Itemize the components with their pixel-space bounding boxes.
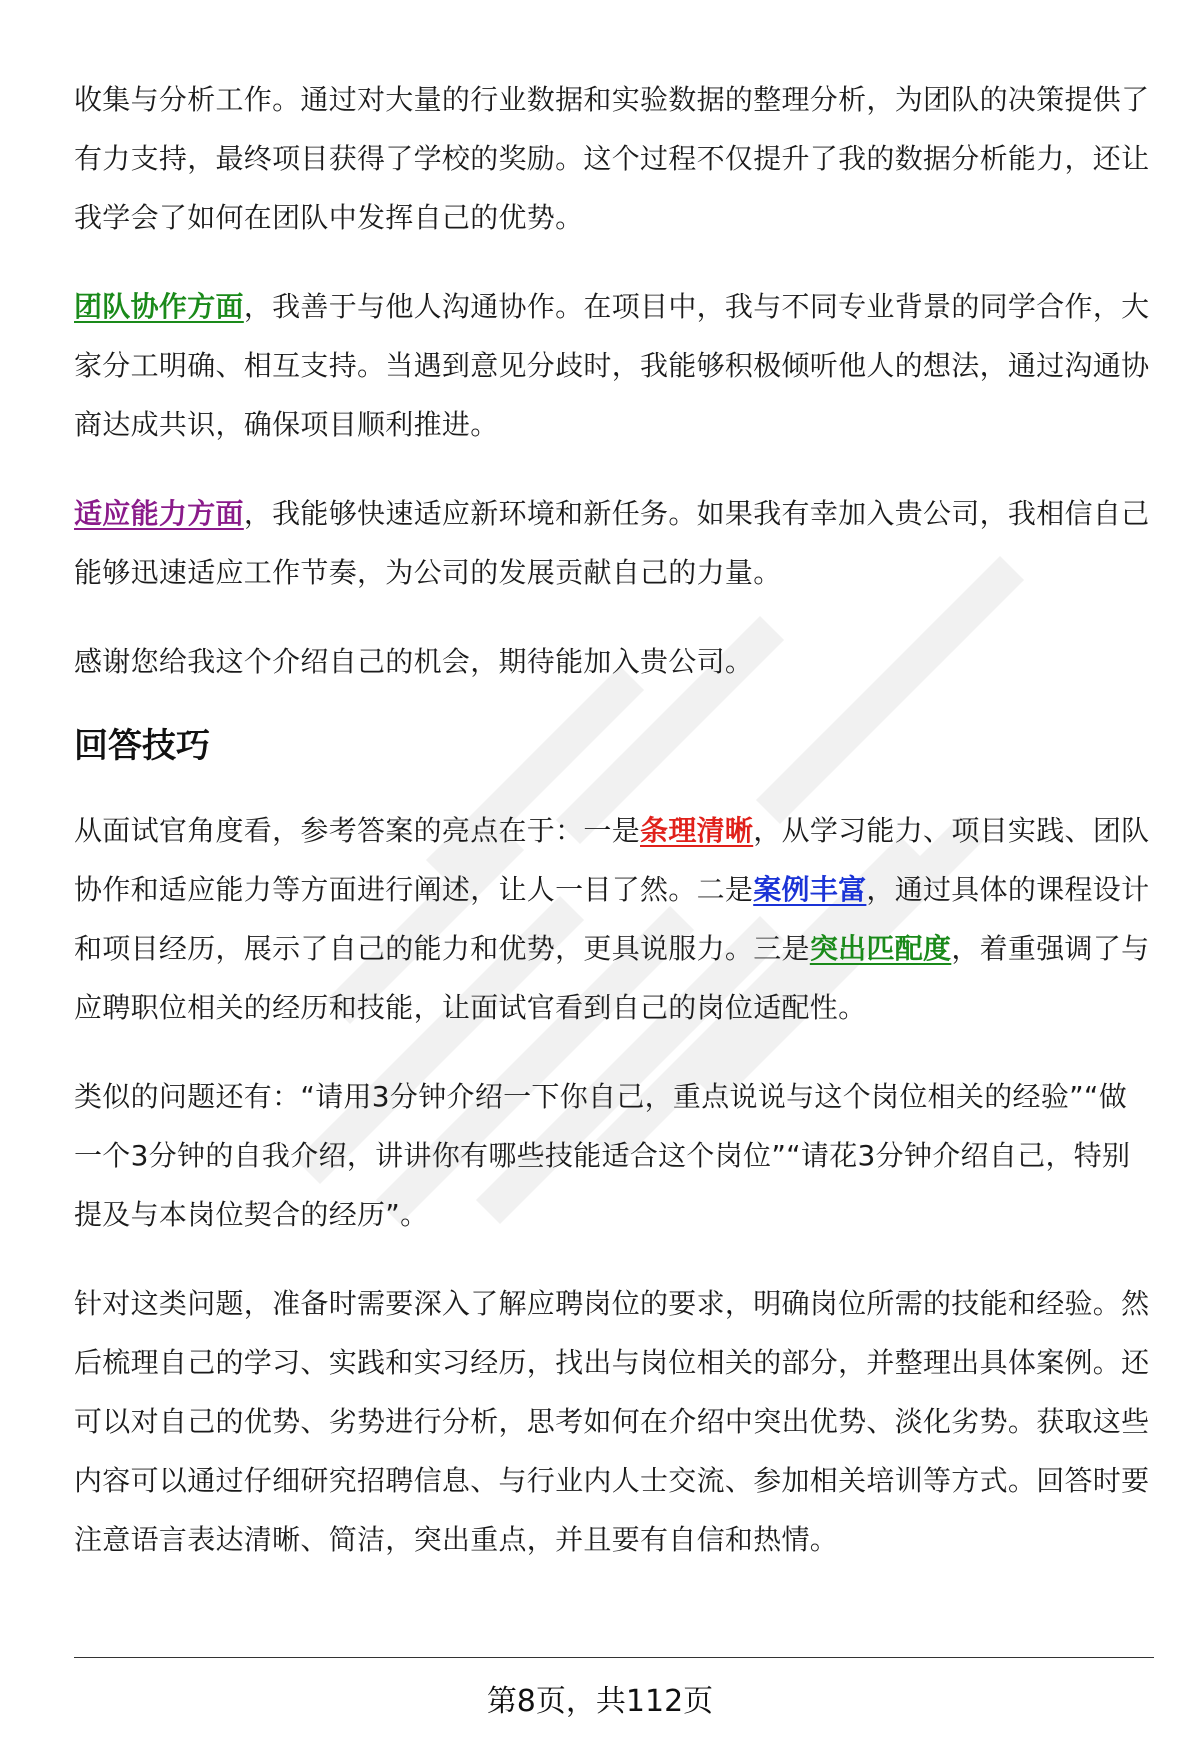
section-title: 回答技巧 <box>74 726 210 766</box>
highlights-text-a: 从面试官角度看，参考答案的亮点在于：一是 <box>74 814 641 847</box>
paragraph-teamwork <box>74 277 1154 454</box>
highlight-rich-cases: 案例丰富 <box>753 873 867 906</box>
paragraph-highlights <box>74 801 1154 1037</box>
document-body <box>74 70 1154 1599</box>
highlight-teamwork: 团队协作方面 <box>74 290 244 323</box>
footer-divider <box>74 1657 1154 1658</box>
paragraph-similar-questions: 类似的问题还有：“请用3分钟介绍一下你自己，重点说说与这个岗位相关的经验”“做一个3分钟的自我介绍，讲讲你有哪些技能适合这个岗位”“请花3分钟介绍自己，特别提及与本岗位契合的经历”。 <box>74 1080 1131 1231</box>
paragraph-adaptability-text: ，我能够快速适应新环境和新任务。如果我有幸加入贵公司，我相信自己能够迅速适应工作节奏，为公司的发展贡献自己的力量。 <box>74 497 1150 589</box>
paragraph-adaptability <box>74 484 1154 602</box>
paragraph-thanks: 感谢您给我这个介绍自己的机会，期待能加入贵公司。 <box>74 645 754 678</box>
highlight-clear-structure: 条理清晰 <box>640 814 754 847</box>
highlights-text-b: ，从学习能力、项目实践、团队协作和适应能力等方面进行阐述，让人一目了然。二是 <box>74 814 1150 906</box>
highlights-text-c: ，通过具体的课程设计和项目经历，展示了自己的能力和优势，更具说服力。三是 <box>74 873 1150 965</box>
highlight-adaptability: 适应能力方面 <box>74 497 244 530</box>
page-number: 第8页，共112页 <box>486 1684 714 1719</box>
paragraph-intro: 收集与分析工作。通过对大量的行业数据和实验数据的整理分析，为团队的决策提供了有力支持，最终项目获得了学校的奖励。这个过程不仅提升了我的数据分析能力，还让我学会了如何在团队中发挥自己的优势。 <box>74 83 1150 234</box>
paragraph-teamwork-text: ，我善于与他人沟通协作。在项目中，我与不同专业背景的同学合作，大家分工明确、相互支持。当遇到意见分歧时，我能够积极倾听他人的想法，通过沟通协商达成共识，确保项目顺利推进。 <box>74 290 1150 441</box>
highlight-match: 突出匹配度 <box>809 932 952 965</box>
paragraph-preparation: 针对这类问题，准备时需要深入了解应聘岗位的要求，明确岗位所需的技能和经验。然后梳理自己的学习、实践和实习经历，找出与岗位相关的部分，并整理出具体案例。还可以对自己的优势、劣势进行分析，思考如何在介绍中突出优势、淡化劣势。获取这些内容可以通过仔细研究招聘信息、与行业内人士交流、参加相关培训等方式。回答时要注意语言表达清晰、简洁，突出重点，并且要有自信和热情。 <box>74 1287 1150 1556</box>
highlights-text-d: ，着重强调了与应聘职位相关的经历和技能，让面试官看到自己的岗位适配性。 <box>74 932 1150 1024</box>
